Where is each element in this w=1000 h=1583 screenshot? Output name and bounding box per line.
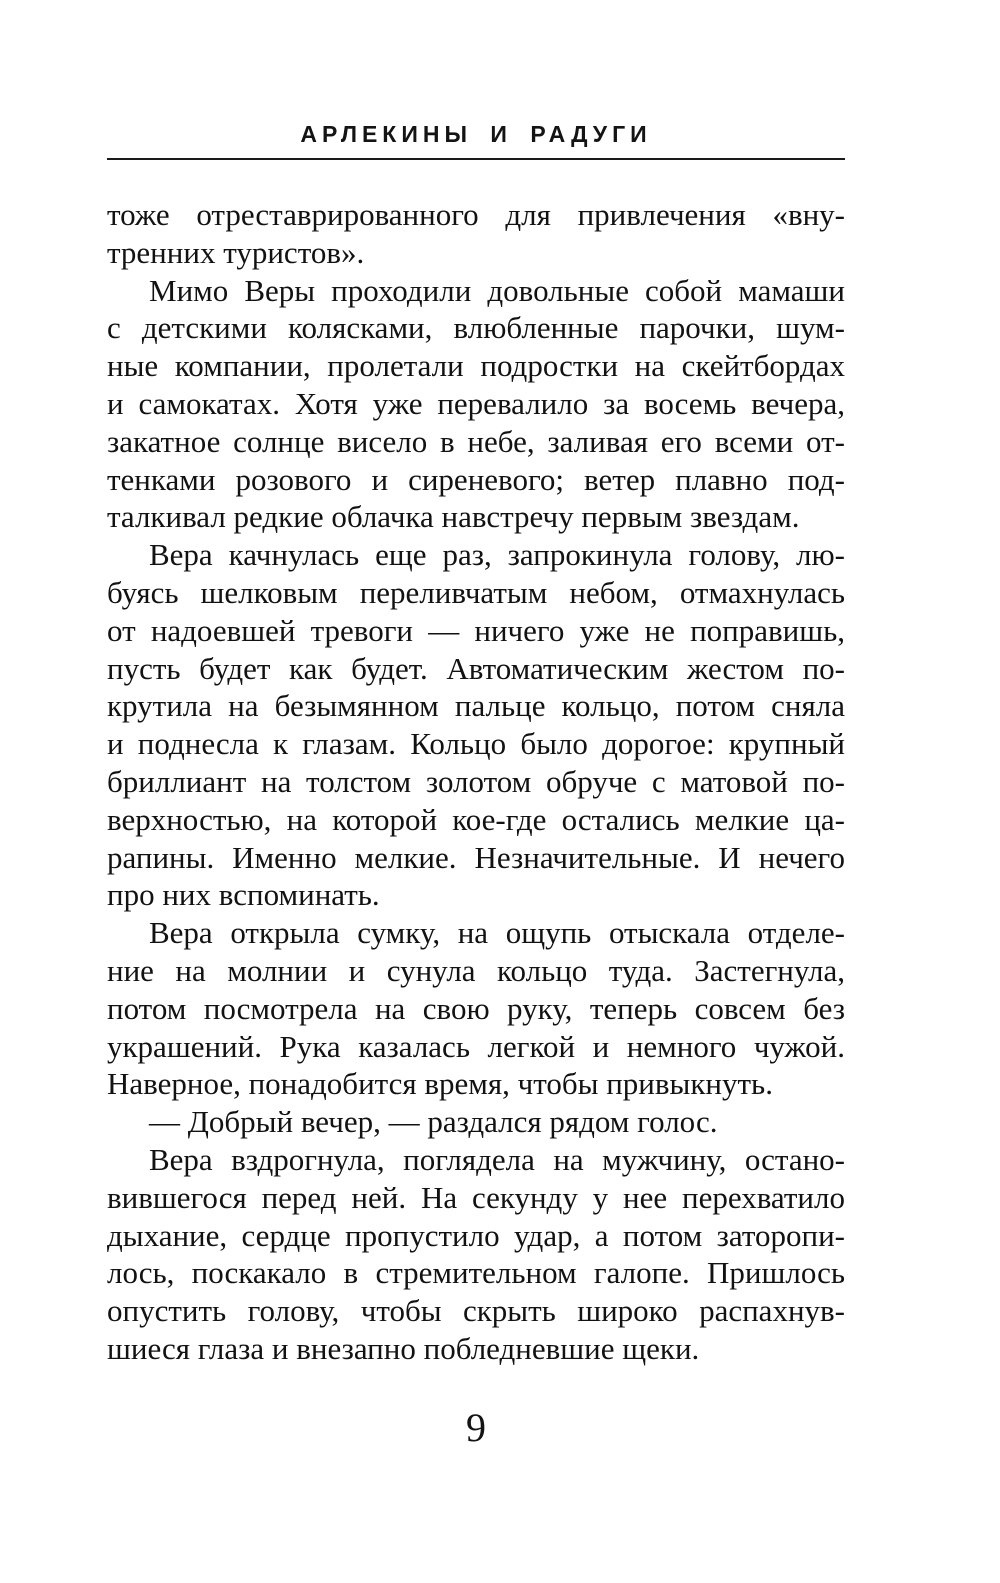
text-line: дыхание, сердце пропустило удар, а потом заторопи- xyxy=(107,1217,845,1253)
text-line: потом посмотрела на свою руку, теперь совсем без xyxy=(107,990,845,1026)
running-head-title: АРЛЕКИНЫ И РАДУГИ xyxy=(300,121,652,147)
text-line: тренних туристов». xyxy=(107,234,365,270)
text-line: лось, поскакало в стремительном галопе. Пришлось xyxy=(107,1255,845,1291)
text-line: Вера открыла сумку, на ощупь отыскала отделе- xyxy=(149,915,845,951)
text-line: тенками розового и сиреневого; ветер плавно под- xyxy=(107,461,845,497)
text-line: и самокатах. Хотя уже перевалило за восемь вечера, xyxy=(107,385,845,421)
text-line: верхностью, на которой кое-где остались мелкие ца- xyxy=(107,801,845,837)
text-line: вившегося перед ней. На секунду у нее перехватило xyxy=(107,1179,845,1215)
page-number: 9 xyxy=(466,1405,486,1450)
body-text xyxy=(107,196,845,1368)
paragraph xyxy=(107,1103,845,1141)
text-line: бриллиант на толстом золотом обруче с матовой по- xyxy=(107,763,845,799)
paragraph xyxy=(107,536,845,914)
text-line: ные компании, пролетали подростки на скейтбордах xyxy=(107,348,845,384)
paragraph xyxy=(107,914,845,1103)
text-line: Наверное, понадобится время, чтобы привыкнуть. xyxy=(107,1066,773,1102)
text-line: рапины. Именно мелкие. Незначительные. И нечего xyxy=(107,839,845,875)
text-line: пусть будет как будет. Автоматическим жестом по- xyxy=(107,650,845,686)
text-line: — Добрый вечер, — раздался рядом голос. xyxy=(149,1104,718,1140)
paragraph xyxy=(107,272,845,537)
text-line: и поднесла к глазам. Кольцо было дорогое: крупный xyxy=(107,726,845,762)
text-line: талкивал редкие облачка навстречу первым звездам. xyxy=(107,499,800,535)
text-line: закатное солнце висело в небе, заливая его всеми от- xyxy=(107,423,845,459)
text-line: Мимо Веры проходили довольные собой мамаши xyxy=(149,272,845,308)
text-line: шиеся глаза и внезапно побледневшие щеки. xyxy=(107,1330,700,1366)
text-line: Вера качнулась еще раз, запрокинула голову, лю- xyxy=(149,537,845,573)
header-rule xyxy=(107,158,845,160)
text-line: Вера вздрогнула, поглядела на мужчину, остано- xyxy=(149,1141,845,1177)
text-line: буясь шелковым переливчатым небом, отмахнулась xyxy=(107,574,845,610)
text-line: с детскими колясками, влюбленные парочки, шум- xyxy=(107,310,845,346)
paragraph xyxy=(107,1141,845,1368)
paragraph xyxy=(107,196,845,272)
text-line: крутила на безымянном пальце кольцо, потом сняла xyxy=(107,688,845,724)
text-line: от надоевшей тревоги — ничего уже не поправишь, xyxy=(107,612,845,648)
text-line: ние на молнии и сунула кольцо туда. Застегнула, xyxy=(107,952,845,988)
text-line: тоже отреставрированного для привлечения «вну- xyxy=(107,197,845,232)
text-line: украшений. Рука казалась легкой и немного чужой. xyxy=(107,1028,845,1064)
text-line: опустить голову, чтобы скрыть широко распахнув- xyxy=(107,1293,845,1329)
text-line: про них вспоминать. xyxy=(107,877,380,913)
